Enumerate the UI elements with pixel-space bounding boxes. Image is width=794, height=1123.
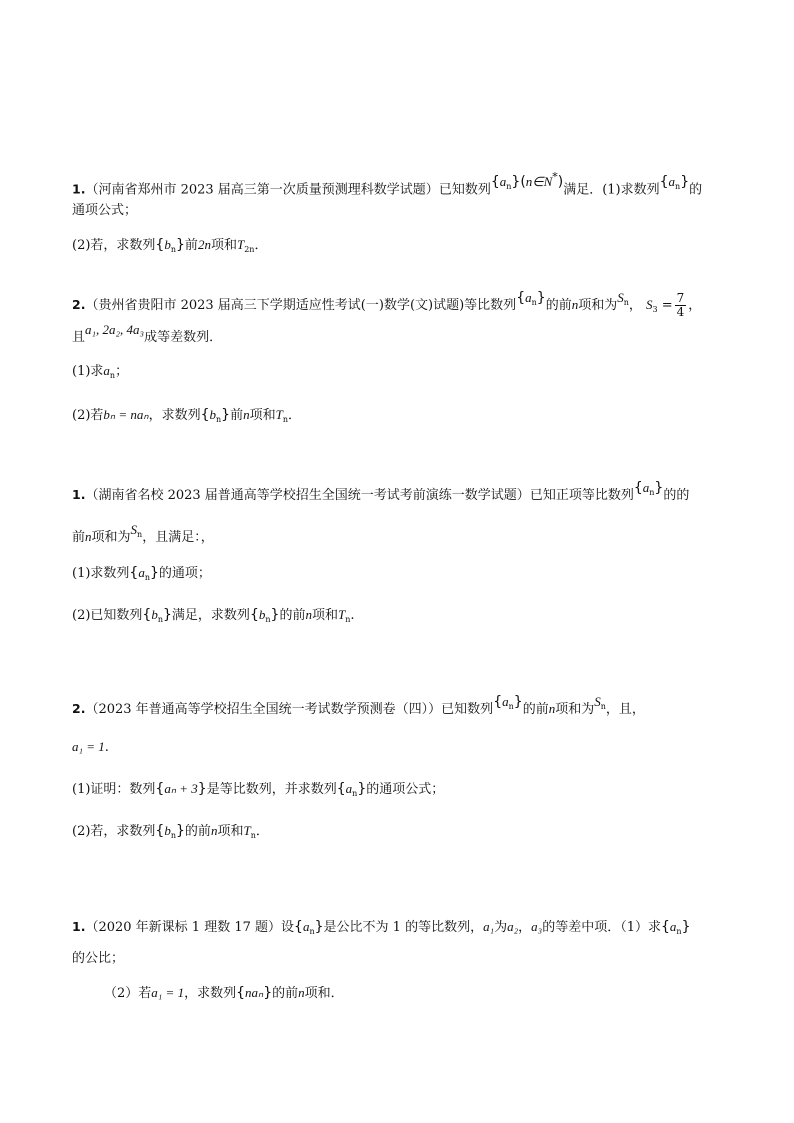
problem-number: 2. (72, 297, 86, 312)
problem-5-part-2: （2）若a₁ = 1，求数列{naₙ}的前n项和． (104, 985, 344, 1001)
problem-2-line-2: 且a₁, 2a₂, 4a₃成等差数列． (72, 322, 223, 345)
problem-3-part-1: (1)求数列$\{a_n\}$的通项； (72, 565, 211, 582)
math-bn-def: bₙ = naₙ (103, 407, 149, 422)
problem-source: （贵州省贵阳市 2023 届高三下学期适应性考试(一)数学(文)试题) (85, 298, 465, 313)
math-s3-equation: $S_3$ = $\frac{7}{4}$ (646, 291, 685, 319)
problem-number: 2. (72, 701, 86, 716)
problem-1-line-1 (72, 171, 703, 203)
problem-2-part-2: (2)若bₙ = naₙ，求数列$\{b_n\}$前n项和$T_n$． (72, 407, 302, 424)
math-a1-eq: a₁ = 1 (72, 739, 105, 754)
problem-3-line-2: 前n项和为$S_n$，且满足：， (72, 522, 214, 545)
math-seq-an: $\{a_n\}(n\in N^*)$ (490, 171, 564, 192)
problem-5-line-1: 1.（2020 年新课标 1 理数 17 题）设$\{a_n\}$是公比不为 1 的等比数列，a₁为a₂，a₃的等差中项．（1）求$\{a_n\}$ (72, 919, 691, 936)
problem-2-part-1: (1)求$a_n$； (72, 363, 129, 380)
problem-number: 1. (72, 487, 86, 502)
math-terms: a₁, 2a₂, 4a₃ (85, 322, 145, 337)
problem-3-part-2: (2)已知数列$\{b_n\}$满足，求数列$\{b_n\}$的前n项和$T_n$. (72, 607, 355, 624)
problem-text: 的 (689, 182, 703, 198)
problem-4-line-2: a₁ = 1. (72, 739, 109, 755)
problem-1-part-2: (2)若，求数列$\{b_n\}$前2n项和$T_{2n}$． (72, 237, 268, 254)
problem-source: （2023 年普通高等学校招生全国统一考试数学预测卷（四）） (85, 702, 442, 717)
problem-2-line-1: 2.（贵州省贵阳市 2023 届高三下学期适应性考试(一)数学(文)试题)等比数列$\{a_n\}$的前n项和为$S_n$， $S_3$ = $\frac{7}{4}$ ， (72, 290, 702, 319)
problem-number: 1. (72, 919, 86, 934)
problem-source: （湖南省名校 2023 届普通高等学校招生全国统一考试考前演练一数学试题） (85, 488, 530, 503)
problem-1-line-2: 通项公式； (72, 203, 138, 218)
problem-5-line-2: 的公比； (72, 951, 125, 966)
math-seq-an: $\{a_n\}$ (633, 480, 664, 497)
math-seq-an: $\{a_n\}$ (493, 694, 523, 711)
problem-text: 已知数列 (438, 182, 491, 198)
problem-number: 1. (72, 181, 86, 197)
problem-4-line-1: 2.（2023 年普通高等学校招生全国统一考试数学预测卷（四））已知数列$\{a_n\}$的前n项和为$S_n$，且， (72, 694, 645, 717)
problem-3-line-1: 1.（湖南省名校 2023 届普通高等学校招生全国统一考试考前演练一数学试题）已知正项等比数列$\{a_n\}$的的 (72, 480, 690, 503)
math-seq-an: $\{a_n\}$ (659, 174, 690, 192)
problem-text: 满足．(1)求数列 (563, 182, 660, 198)
problem-source: （河南省郑州市 2023 届高三第一次质量预测理科数学试题） (85, 182, 439, 198)
problem-4-part-1: (1)证明：数列{aₙ + 3}是等比数列，并求数列$\{a_n\}$的通项公式； (72, 781, 445, 798)
problem-4-part-2: (2)若，求数列$\{b_n\}$的前n项和$T_n$． (72, 823, 269, 840)
math-seq-an: $\{a_n\}$ (516, 290, 546, 307)
problem-source: （2020 年新课标 1 理数 17 题） (85, 920, 282, 935)
